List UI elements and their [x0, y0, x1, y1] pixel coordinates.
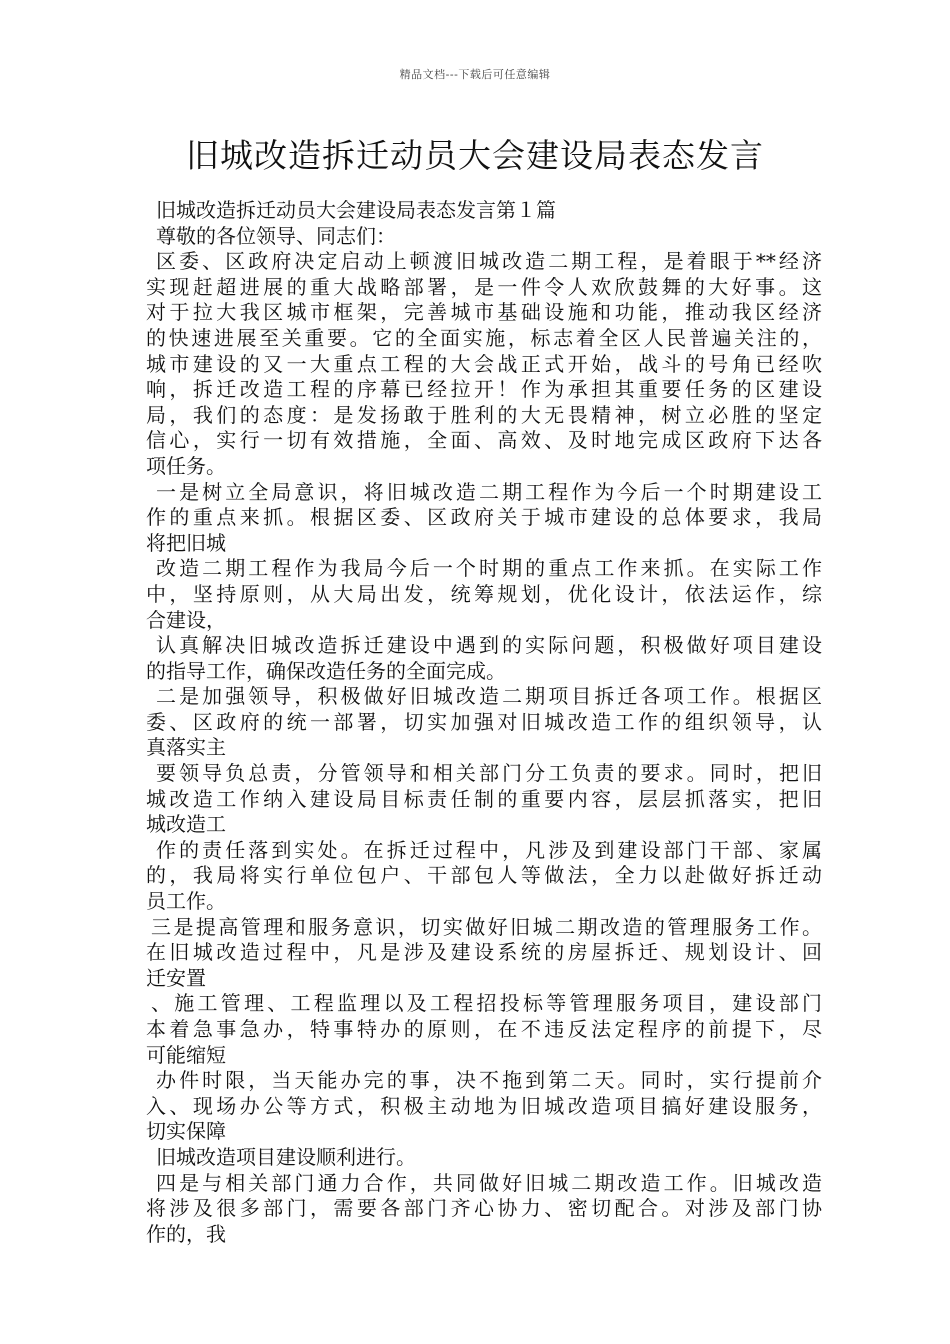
- text-line: 入、现场办公等方式，积极主动地为旧城改造项目搞好建设服务，: [146, 1093, 822, 1118]
- text-line: 员工作。: [146, 889, 226, 914]
- text-line: 区委、区政府决定启动上顿渡旧城改造二期工程，是着眼于**经济: [156, 249, 822, 274]
- text-line: 合建设，: [146, 607, 226, 632]
- text-line: 改造二期工程作为我局今后一个时期的重点工作来抓。在实际工作: [156, 556, 822, 581]
- text-line: 迁安置: [146, 965, 206, 990]
- text-line: 的，我局将实行单位包户、干部包人等做法，全力以赴做好拆迁动: [146, 863, 822, 888]
- text-line: 城市建设的又一大重点工程的大会战正式开始，战斗的号角已经吹: [146, 351, 822, 376]
- text-line: 的指导工作，确保改造任务的全面完成。: [146, 658, 506, 683]
- text-line: 作的重点来抓。根据区委、区政府关于城市建设的总体要求，我局: [146, 505, 822, 530]
- text-line: 一是树立全局意识，将旧城改造二期工程作为今后一个时期建设工: [156, 479, 822, 504]
- text-line: 要领导负总责，分管领导和相关部门分工负责的要求。同时，把旧: [156, 761, 822, 786]
- text-line: 真落实主: [146, 735, 226, 760]
- text-line: 办件时限，当天能办完的事，决不拖到第二天。同时，实行提前介: [156, 1068, 822, 1093]
- text-line: 认真解决旧城改造拆迁建设中遇到的实际问题，积极做好项目建设: [156, 633, 822, 658]
- section-heading: 旧城改造拆迁动员大会建设局表态发言第１篇: [156, 198, 556, 222]
- text-line: 本着急事急办，特事特办的原则，在不违反法定程序的前提下，尽: [146, 1017, 822, 1041]
- text-line: 二是加强领导，积极做好旧城改造二期项目拆迁各项工作。根据区: [156, 684, 822, 709]
- text-line: 、施工管理、工程监理以及工程招投标等管理服务项目，建设部门: [151, 991, 822, 1016]
- text-line: 城改造工作纳入建设局目标责任制的重要内容，层层抓落实，把旧: [146, 786, 822, 811]
- text-line: 切实保障: [146, 1119, 226, 1144]
- salutation: 尊敬的各位领导、同志们：: [156, 223, 396, 248]
- text-line: 将涉及很多部门，需要各部门齐心协力、密切配合。对涉及部门协: [146, 1196, 822, 1221]
- text-line: 将把旧城: [146, 530, 226, 555]
- text-line: 在旧城改造过程中，凡是涉及建设系统的房屋拆迁、规划设计、回: [146, 940, 822, 965]
- text-line: 中，坚持原则，从大局出发，统筹规划，优化设计，依法运作，综: [146, 581, 822, 606]
- text-line: 四是与相关部门通力合作，共同做好旧城二期改造工作。旧城改造: [156, 1170, 822, 1195]
- text-line: 旧城改造项目建设顺利进行。: [156, 1144, 416, 1169]
- text-line: 三是提高管理和服务意识，切实做好旧城二期改造的管理服务工作。: [151, 914, 822, 939]
- text-line: 可能缩短: [146, 1042, 226, 1067]
- document-body: [146, 198, 822, 1247]
- page-header-note: 精品文档---下载后可任意编辑: [399, 68, 551, 81]
- text-line: 委、区政府的统一部署，切实加强对旧城改造工作的组织领导，认: [146, 709, 822, 734]
- text-line: 作的，我: [146, 1221, 226, 1246]
- text-line: 的快速进展至关重要。它的全面实施，标志着全区人民普遍关注的，: [146, 325, 822, 350]
- text-line: 局，我们的态度：是发扬敢于胜利的大无畏精神，树立必胜的坚定: [146, 402, 822, 427]
- text-line: 响，拆迁改造工程的序幕已经拉开！作为承担其重要任务的区建设: [146, 377, 822, 402]
- text-line: 项任务。: [146, 453, 226, 478]
- text-line: 实现赶超进展的重大战略部署，是一件令人欢欣鼓舞的大好事。这: [146, 274, 822, 299]
- text-line: 信心，实行一切有效措施，全面、高效、及时地完成区政府下达各: [146, 428, 822, 453]
- document-title: 旧城改造拆迁动员大会建设局表态发言: [186, 136, 764, 175]
- text-line: 对于拉大我区城市框架，完善城市基础设施和功能，推动我区经济: [146, 300, 822, 325]
- text-line: 作的责任落到实处。在拆迁过程中，凡涉及到建设部门干部、家属: [156, 837, 822, 862]
- text-line: 城改造工: [146, 812, 226, 837]
